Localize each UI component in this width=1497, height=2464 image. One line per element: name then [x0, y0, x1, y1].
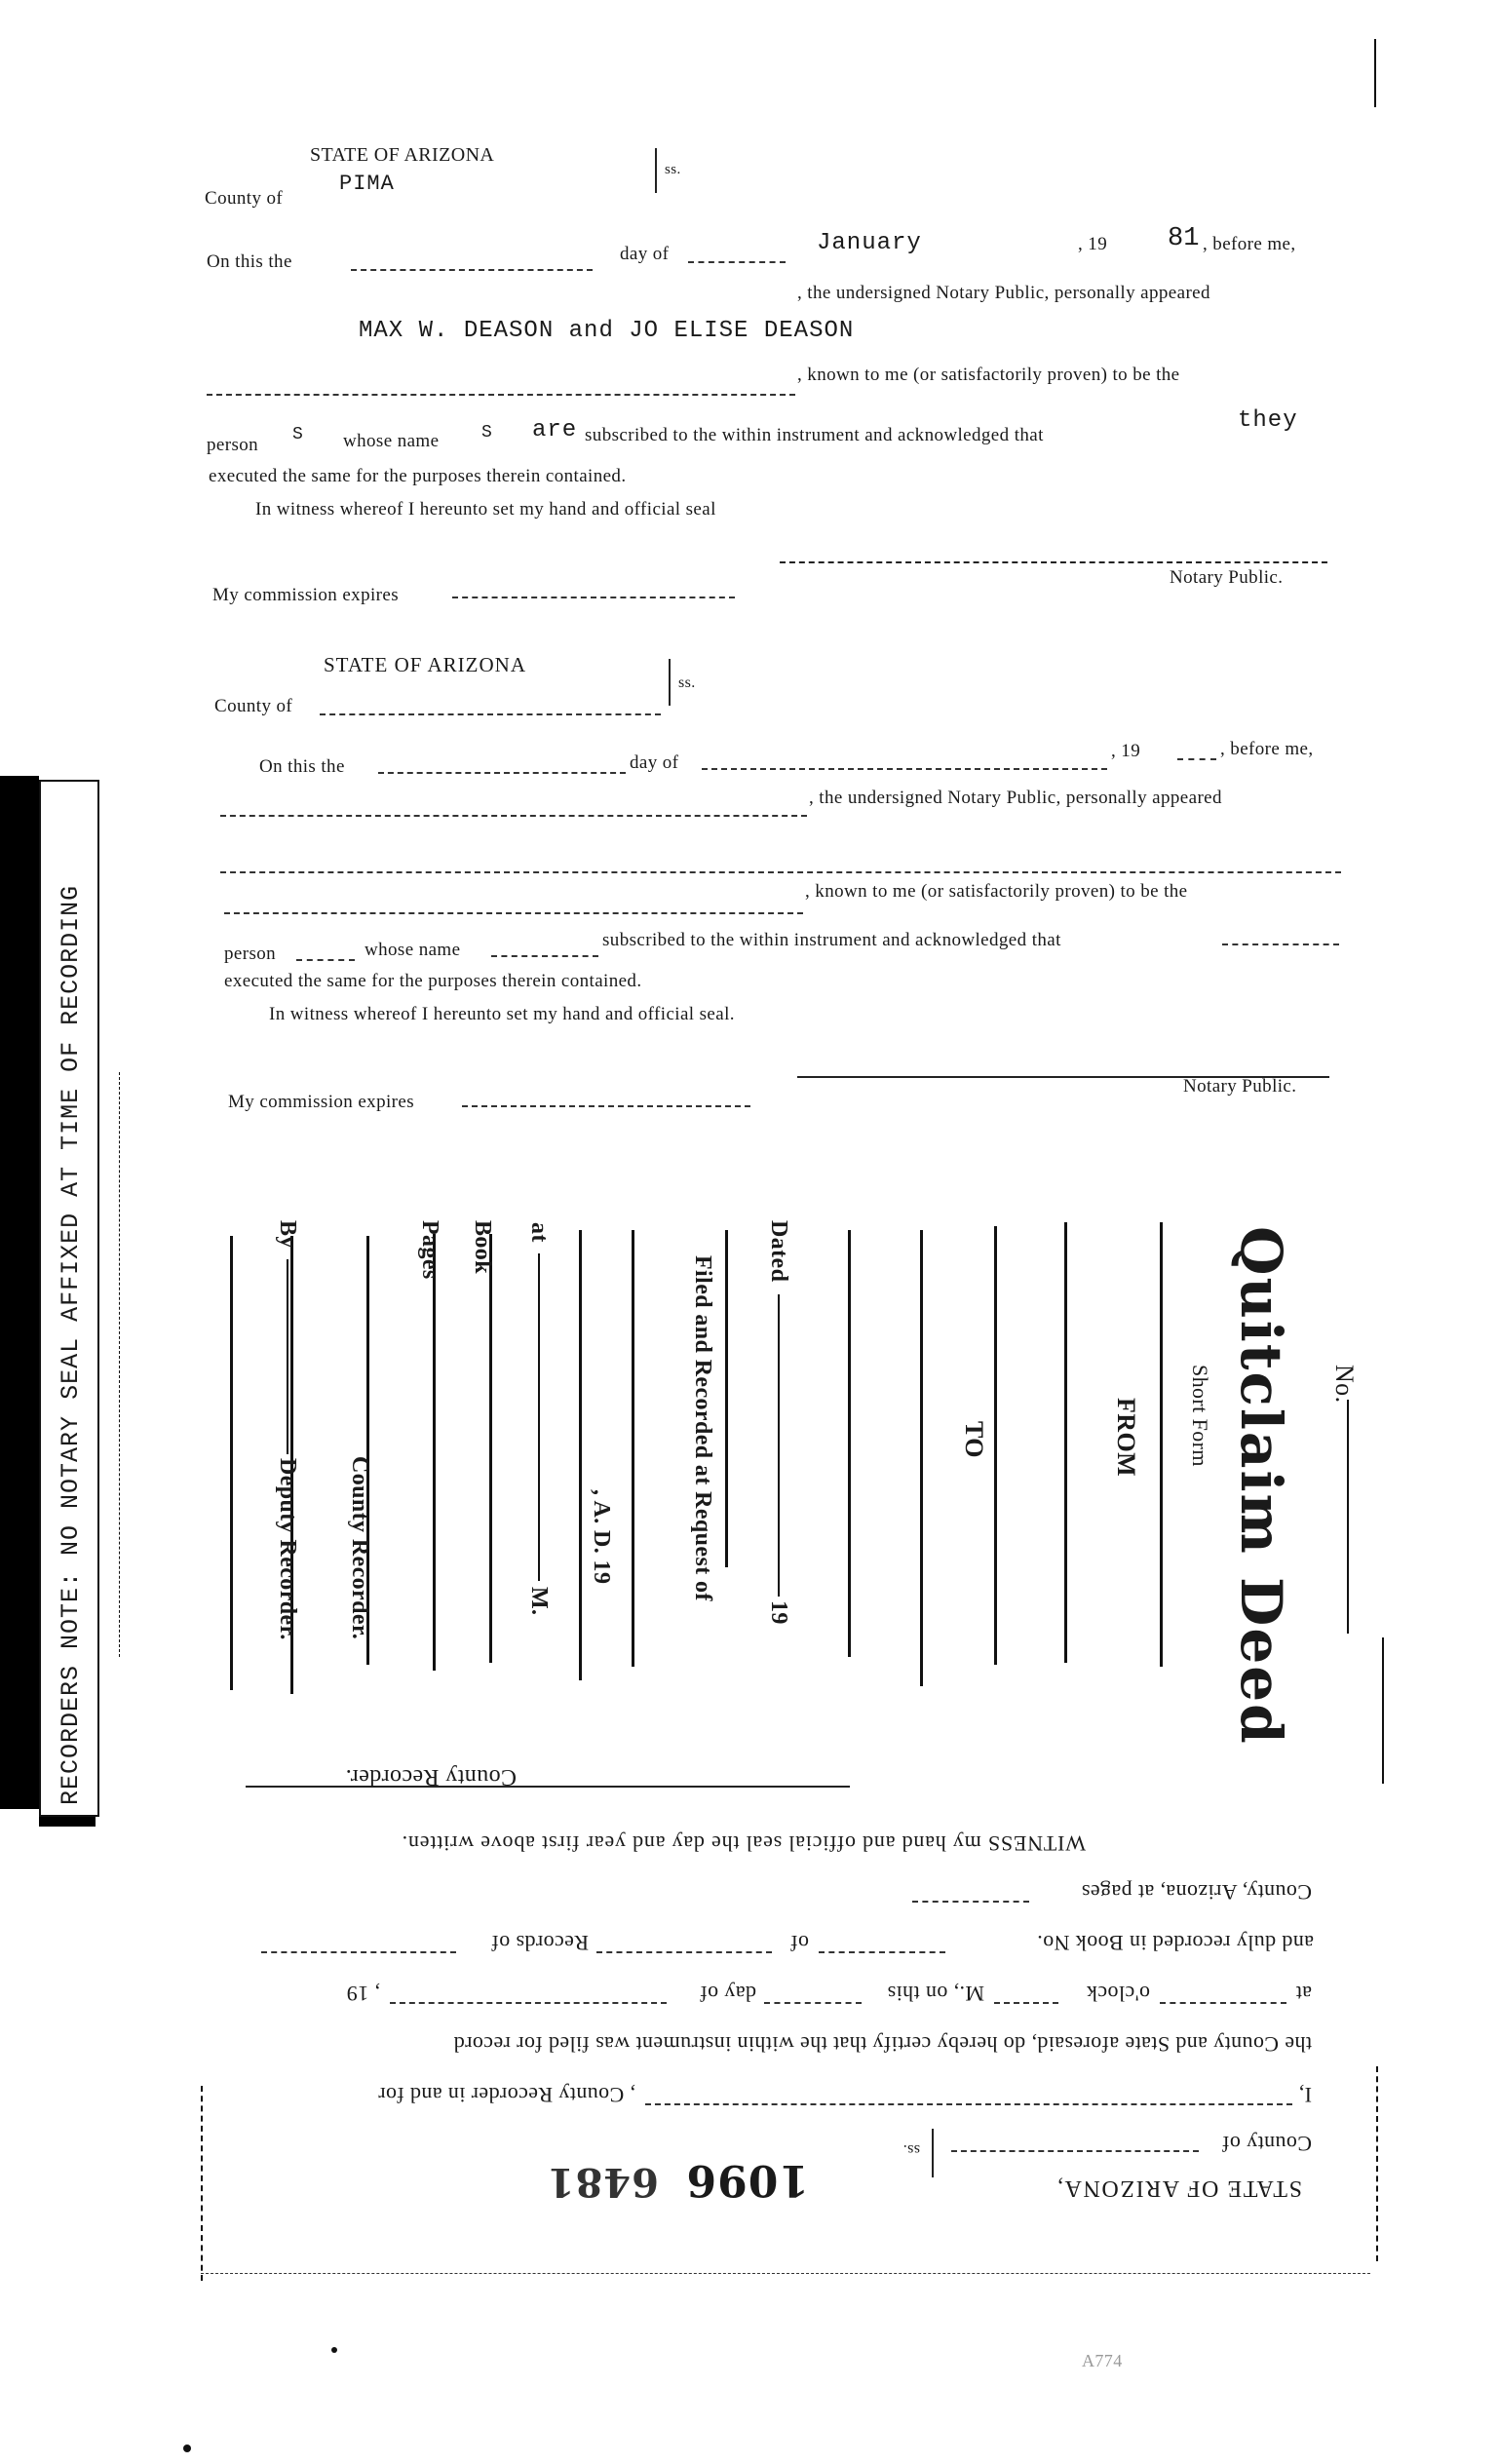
cover-from: FROM: [1112, 1398, 1140, 1478]
bottom-mark: A774: [1082, 2351, 1123, 2370]
cert-line2: the County and State aforesaid, do hereby certify that the within instrument was filed for record: [453, 2032, 1312, 2057]
ink-speck-2: [183, 2445, 191, 2452]
upper-they: they: [1238, 407, 1298, 434]
upper-month: January: [817, 230, 922, 256]
cover-title: Quitclaim Deed: [1228, 1226, 1294, 1746]
ink-speck: [331, 2347, 337, 2353]
cover-filed: Filed and Recorded at Request of: [690, 1255, 715, 1601]
cert-line3a: at: [1295, 1982, 1312, 2006]
lower-year-prefix: , 19: [1111, 741, 1141, 761]
cert-county: County of: [1221, 2132, 1312, 2156]
recorder-note: RECORDERS NOTE: NO NOTARY SEAL AFFIXED AT TIME OF RECORDING: [57, 884, 85, 1805]
upper-county-label: County of: [205, 188, 284, 209]
lower-before-me: , before me,: [1220, 739, 1314, 759]
cert-state: STATE OF ARIZONA,: [1056, 2175, 1302, 2201]
upper-commission: My commission expires: [212, 585, 399, 605]
lower-on-this: On this the: [259, 756, 345, 777]
upper-before-me: , before me,: [1203, 234, 1296, 254]
upper-ss: ss.: [665, 162, 681, 177]
upper-known: , known to me (or satisfactorily proven) to be the: [797, 365, 1180, 385]
cert-line3d: day of: [700, 1982, 756, 2006]
cover-county-recorder: County Recorder.: [347, 1456, 372, 1640]
upper-day-of: day of: [620, 244, 670, 264]
lower-whose-name: whose name: [365, 940, 461, 960]
upper-witness: In witness whereof I hereunto set my hand and official seal: [255, 499, 716, 520]
upper-year-prefix: , 19: [1078, 234, 1108, 254]
cover-pages: Pages: [417, 1220, 442, 1280]
lower-commission: My commission expires: [228, 1092, 414, 1112]
upper-whose-name: whose name: [343, 431, 440, 451]
lower-subscribed: subscribed to the within instrument and acknowledged that: [602, 930, 1061, 950]
lower-person: person: [224, 943, 277, 964]
cert-ss-bracket: [932, 2129, 940, 2177]
lower-state: STATE OF ARIZONA: [324, 653, 526, 676]
left-dark-edge: [0, 776, 39, 1809]
cert-line4b: of: [789, 1931, 809, 1955]
cert-line3b: o'clock: [1086, 1982, 1150, 2006]
upper-person-fill: S: [292, 425, 304, 444]
cover-book: Book: [470, 1220, 495, 1274]
cert-line3c: M., on this: [887, 1982, 984, 2006]
cert-signature: County Recorder.: [345, 1764, 517, 1790]
upper-whose-fill: S: [481, 423, 493, 443]
cover-short-form: Short Form: [1188, 1365, 1212, 1467]
upper-names: MAX W. DEASON and JO ELISE DEASON: [359, 318, 855, 344]
lower-ss: ss.: [678, 674, 696, 691]
upper-person: person: [207, 435, 259, 455]
lower-known: , known to me (or satisfactorily proven) to be the: [805, 881, 1188, 902]
cert-stamp-book: 6481: [546, 2159, 659, 2205]
upper-ss-bracket: [655, 148, 663, 193]
upper-subscribed: subscribed to the within instrument and acknowledged that: [585, 425, 1044, 445]
lower-executed: executed the same for the purposes therein contained.: [224, 971, 642, 991]
cert-line6: WITNESS my hand and official seal the day and year first above written.: [401, 1831, 1086, 1856]
cover-no-label: No.: [1330, 1365, 1359, 1404]
cert-line3e: , 19: [346, 1982, 380, 2006]
lower-ss-bracket: [669, 659, 676, 706]
cover-to: TO: [960, 1421, 988, 1458]
upper-year-value: 81: [1168, 224, 1200, 253]
cert-line1: I,: [1298, 2083, 1312, 2107]
cert-ss: ss.: [902, 2141, 920, 2158]
cover-ad: , A. D. 19: [589, 1489, 614, 1585]
cover-deputy: Deputy Recorder.: [275, 1458, 300, 1640]
cert-line1b: , County Recorder in and for: [377, 2083, 635, 2107]
upper-county-value: PIMA: [339, 172, 395, 196]
upper-undersigned: , the undersigned Notary Public, personally appeared: [797, 283, 1210, 303]
cert-line4c: Records of: [491, 1931, 589, 1955]
cert-line5: County, Arizona, at pages: [1081, 1880, 1312, 1905]
cover-dated: Dated: [766, 1220, 791, 1283]
upper-notary: Notary Public.: [1170, 567, 1284, 588]
cert-line4a: and duly recorded in Book No.: [1036, 1931, 1314, 1955]
cert-stamp-number: 1096: [685, 2155, 809, 2205]
cover-by: By: [275, 1220, 300, 1249]
lower-notary: Notary Public.: [1183, 1076, 1297, 1097]
upper-state: STATE OF ARIZONA: [310, 144, 495, 166]
cover-at: at: [526, 1222, 552, 1243]
lower-undersigned: , the undersigned Notary Public, personally appeared: [809, 788, 1222, 808]
upper-executed: executed the same for the purposes therein contained.: [209, 466, 627, 486]
upper-are: are: [532, 417, 578, 443]
lower-witness: In witness whereof I hereunto set my hand and official seal.: [269, 1004, 735, 1024]
cover-nineteen: 19: [766, 1600, 791, 1625]
cover-m: M.: [526, 1587, 552, 1616]
lower-day-of: day of: [630, 752, 679, 773]
upper-on-this: On this the: [207, 251, 292, 272]
lower-county-label: County of: [214, 696, 293, 716]
